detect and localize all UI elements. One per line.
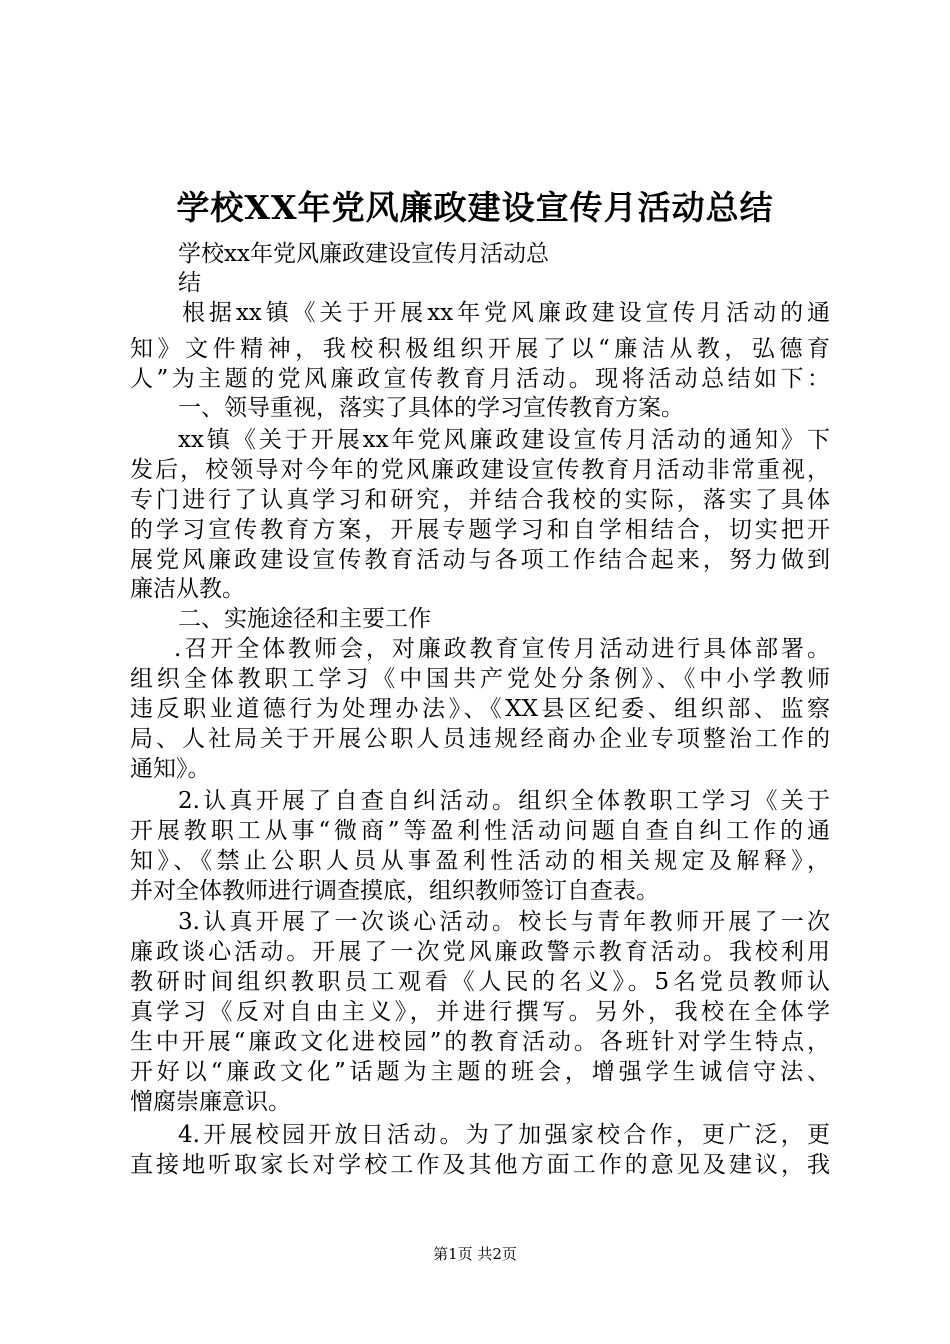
paragraph-line: 根据xx镇《关于开展xx年党风廉政建设宣传月活动的通	[182, 300, 830, 326]
paragraph-line: 组织全体教职工学习《中国共产党处分条例》、《中小学教师	[130, 666, 830, 692]
paragraph-line: 专门进行了认真学习和研究，并结合我校的实际，落实了具体	[130, 487, 830, 513]
paragraph-line: 知》、《禁止公职人员从事盈利性活动的相关规定及解释》，	[130, 848, 830, 874]
paragraph-line: 4.开展校园开放日活动。为了加强家校合作，更广泛，更	[178, 1122, 830, 1148]
subtitle-line-1: 学校xx年党风廉政建设宣传月活动总	[178, 241, 549, 267]
paragraph-line: 人”为主题的党风廉政宣传教育月活动。现将活动总结如下：	[130, 366, 830, 392]
paragraph-line: 的学习宣传教育方案，开展专题学习和自学相结合，切实把开	[130, 517, 830, 543]
paragraph-line: 知》文件精神，我校积极组织开展了以“廉洁从教，弘德育	[130, 336, 830, 362]
paragraph-line: 2.认真开展了自查自纠活动。组织全体教职工学习《关于	[178, 788, 830, 814]
paragraph-line: 直接地听取家长对学校工作及其他方面工作的意见及建议，我	[130, 1152, 830, 1178]
paragraph-line: 违反职业道德行为处理办法》、《XX县区纪委、组织部、监察	[130, 696, 830, 722]
paragraph-line: 开好以“廉政文化”话题为主题的班会，增强学生诚信守法、	[130, 1059, 830, 1085]
subtitle-line-2: 结	[178, 270, 201, 296]
paragraph-line: .召开全体教师会，对廉政教育宣传月活动进行具体部署。	[174, 636, 830, 662]
paragraph-line: 发后，校领导对今年的党风廉政建设宣传教育月活动非常重视，	[130, 457, 830, 483]
paragraph-line: xx镇《关于开展xx年党风廉政建设宣传月活动的通知》下	[178, 427, 830, 453]
section-heading-1: 一、领导重视，落实了具体的学习宣传教育方案。	[178, 395, 684, 421]
paragraph-line: 通知》。	[130, 756, 211, 782]
paragraph-line: 3.认真开展了一次谈心活动。校长与青年教师开展了一次	[178, 909, 830, 935]
section-heading-2: 二、实施途径和主要工作	[178, 606, 431, 632]
paragraph-line: 憎腐崇廉意识。	[130, 1089, 291, 1115]
paragraph-line: 教研时间组织教职员工观看《人民的名义》。5名党员教师认	[130, 969, 830, 995]
paragraph-line: 展党风廉政建设宣传教育活动与各项工作结合起来，努力做到	[130, 547, 830, 573]
paragraph-line: 生中开展“廉政文化进校园”的教育活动。各班针对学生特点，	[130, 1029, 830, 1055]
paragraph-line: 真学习《反对自由主义》，并进行撰写。另外，我校在全体学	[130, 999, 830, 1025]
paragraph-line: 开展教职工从事“微商”等盈利性活动问题自查自纠工作的通	[130, 818, 830, 844]
paragraph-line: 局、人社局关于开展公职人员违规经商办企业专项整治工作的	[130, 726, 830, 752]
paragraph-line: 廉洁从教。	[130, 576, 245, 602]
page-number: 第1页 共2页	[433, 1245, 517, 1263]
paragraph-line: 廉政谈心活动。开展了一次党风廉政警示教育活动。我校利用	[130, 939, 830, 965]
document-title: 学校XX年党风廉政建设宣传月活动总结	[176, 188, 774, 227]
paragraph-line: 并对全体教师进行调查摸底，组织教师签订自查表。	[130, 878, 659, 904]
